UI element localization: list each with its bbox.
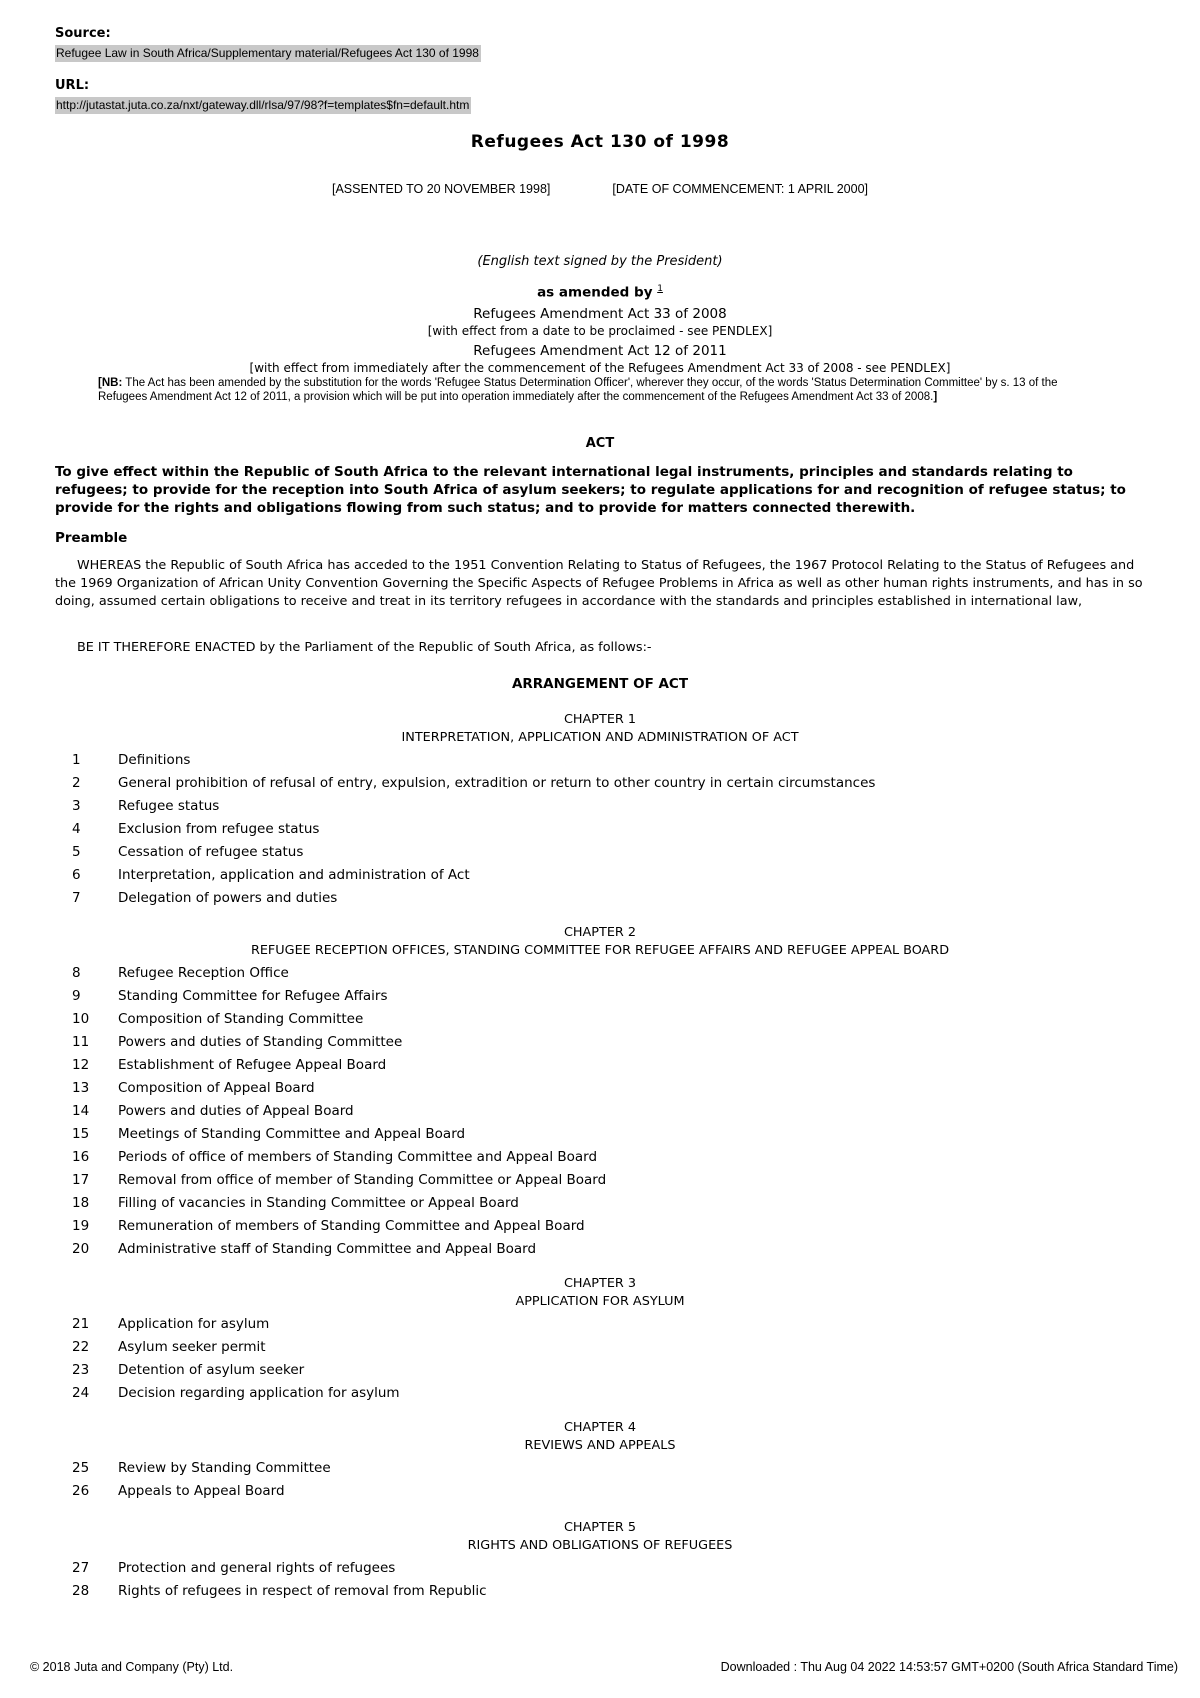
section-number: 20 (72, 1241, 90, 1257)
enacting-text (55, 639, 1147, 657)
act-heading: ACT (585, 436, 615, 451)
chapter-number: CHAPTER 1 (563, 712, 637, 727)
section-number: 3 (72, 798, 81, 814)
amendment-note: [with effect from a date to be proclaimed - see PENDLEX] (427, 324, 773, 338)
section-title: Refugee Reception Office (118, 965, 289, 981)
long-title: To give effect within the Republic of South Africa to the relevant international legal instruments, principles and standards relating to refugees; to provide for the reception into South Africa of asylum seekers; to regulate applications for and recognition of refugee status; to provide for the rights and obligations flowing from such status; and to provide for matters connected therewith. (55, 464, 1126, 516)
amendment-act: Refugees Amendment Act 12 of 2011 (473, 343, 727, 359)
section-number: 6 (72, 867, 81, 883)
section-title: Interpretation, application and administration of Act (118, 867, 470, 883)
section-title: Filling of vacancies in Standing Committee or Appeal Board (118, 1195, 519, 1211)
section-number: 17 (72, 1172, 90, 1188)
amended-by-heading (0, 284, 1200, 301)
enacting-body: BE IT THEREFORE ENACTED by the Parliament of the Republic of South Africa, as follows:- (77, 640, 652, 655)
source-label: Source: (55, 26, 111, 41)
section-title: Review by Standing Committee (118, 1460, 331, 1476)
section-title: Appeals to Appeal Board (118, 1483, 285, 1499)
section-number: 5 (72, 844, 81, 860)
section-title: Powers and duties of Appeal Board (118, 1103, 354, 1119)
amended-by-text: as amended by (537, 284, 653, 301)
section-title: Decision regarding application for asylum (118, 1385, 400, 1401)
section-number: 8 (72, 965, 81, 981)
section-number: 13 (72, 1080, 90, 1096)
chapter-number: CHAPTER 4 (563, 1420, 637, 1435)
nb-note (98, 376, 1078, 404)
preamble-heading: Preamble (55, 530, 128, 546)
nb-open-bracket: [ (98, 377, 102, 389)
chapter-title: REVIEWS AND APPEALS (524, 1438, 676, 1453)
toc-item[interactable] (72, 1483, 1132, 1503)
section-title: Standing Committee for Refugee Affairs (118, 988, 388, 1004)
section-number: 2 (72, 775, 81, 791)
section-number: 22 (72, 1339, 90, 1355)
section-title: Meetings of Standing Committee and Appeal Board (118, 1126, 466, 1142)
section-number: 21 (72, 1316, 90, 1332)
section-number: 23 (72, 1362, 90, 1378)
chapter-number: CHAPTER 5 (563, 1520, 637, 1535)
section-number: 12 (72, 1057, 90, 1073)
toc-item[interactable] (72, 798, 1132, 818)
amendment-note: [with effect from immediately after the commencement of the Refugees Amendment Act 33 of 2008 - see PENDLEX] (249, 361, 951, 375)
section-number: 9 (72, 988, 81, 1004)
footer-copyright: © 2018 Juta and Company (Pty) Ltd. (30, 1660, 234, 1674)
page-title: Refugees Act 130 of 1998 (470, 132, 730, 152)
section-number: 28 (72, 1583, 90, 1599)
section-number: 1 (72, 752, 81, 768)
section-title: Exclusion from refugee status (118, 821, 320, 837)
section-title: Composition of Standing Committee (118, 1011, 364, 1027)
toc-item[interactable] (72, 1385, 1132, 1405)
section-title: Asylum seeker permit (118, 1339, 266, 1355)
nb-label: NB: (101, 377, 123, 389)
section-number: 15 (72, 1126, 90, 1142)
section-title: Administrative staff of Standing Committee and Appeal Board (118, 1241, 537, 1257)
section-title: Powers and duties of Standing Committee (118, 1034, 403, 1050)
section-number: 27 (72, 1560, 90, 1576)
section-number: 26 (72, 1483, 90, 1499)
chapter-title: RIGHTS AND OBLIGATIONS OF REFUGEES (467, 1538, 733, 1553)
preamble-text (55, 557, 1147, 611)
section-number: 25 (72, 1460, 90, 1476)
toc-item[interactable] (72, 821, 1132, 841)
toc-item[interactable] (72, 867, 1132, 887)
section-number: 19 (72, 1218, 90, 1234)
toc-item[interactable] (72, 1583, 1132, 1603)
section-title: Definitions (118, 752, 191, 768)
section-title: Delegation of powers and duties (118, 890, 338, 906)
toc-item[interactable] (72, 1241, 1132, 1261)
nb-close-bracket: ] (933, 391, 938, 403)
signed-note: (English text signed by the President) (477, 254, 723, 269)
chapter-title: REFUGEE RECEPTION OFFICES, STANDING COMMITTEE FOR REFUGEE AFFAIRS AND REFUGEE APPEAL BOARD (250, 943, 950, 958)
chapter-number: CHAPTER 2 (563, 925, 637, 940)
toc-item[interactable] (72, 1560, 1132, 1580)
toc-item[interactable] (72, 775, 1132, 795)
preamble-body: WHEREAS the Republic of South Africa has acceded to the 1951 Convention Relating to Status of Refugees, the 1967 Protocol Relating to the Status of Refugees and the 1969 Organization of African Unity Convention Governing the Specific Aspects of Refugee Problems in Africa as well as other human rights instruments, and has in so doing, assumed certain obligations to receive and treat in its territory refugees in accordance with the standards and principles established in international law, (55, 558, 1143, 609)
section-title: Removal from office of member of Standing Committee or Appeal Board (118, 1172, 607, 1188)
chapter-number: CHAPTER 3 (563, 1276, 637, 1291)
section-number: 16 (72, 1149, 90, 1165)
section-number: 10 (72, 1011, 90, 1027)
section-title: Rights of refugees in respect of removal from Republic (118, 1583, 487, 1599)
toc-item[interactable] (72, 1195, 1132, 1215)
toc-item[interactable] (72, 1149, 1132, 1169)
url-value[interactable]: http://jutastat.juta.co.za/nxt/gateway.dll/rlsa/97/98?f=templates$fn=default.htm (56, 98, 470, 112)
section-number: 24 (72, 1385, 90, 1401)
toc-item[interactable] (72, 1362, 1132, 1382)
chapter-title: APPLICATION FOR ASYLUM (515, 1294, 685, 1309)
section-title: Application for asylum (118, 1316, 270, 1332)
toc-item[interactable] (72, 1080, 1132, 1100)
toc-item[interactable] (72, 1126, 1132, 1146)
section-number: 18 (72, 1195, 90, 1211)
url-label: URL: (55, 78, 90, 93)
amendment-act: Refugees Amendment Act 33 of 2008 (473, 306, 727, 322)
section-title: Composition of Appeal Board (118, 1080, 315, 1096)
section-title: General prohibition of refusal of entry, expulsion, extradition or return to other country in certain circumstances (118, 775, 876, 791)
nb-text: The Act has been amended by the substitution for the words 'Refugee Status Determination Officer', wherever they occur, of the words 'Status Determination Committee' by s. 13 of the Refugees Amendment Act 12 of 2011, a provision which will be put into operation immediately after the commencement of the Refugees Amendment Act 33 of 2008. (98, 377, 1058, 403)
toc-item[interactable] (72, 1316, 1132, 1336)
toc-item[interactable] (72, 1218, 1132, 1238)
section-number: 4 (72, 821, 81, 837)
toc-item[interactable] (72, 1103, 1132, 1123)
chapter-title: INTERPRETATION, APPLICATION AND ADMINISTRATION OF ACT (401, 730, 799, 745)
toc-item[interactable] (72, 1011, 1132, 1031)
assent-date: [ASSENTED TO 20 NOVEMBER 1998] (332, 182, 551, 196)
toc-item[interactable] (72, 890, 1132, 910)
arrangement-heading: ARRANGEMENT OF ACT (511, 676, 689, 692)
section-number: 11 (72, 1034, 90, 1050)
section-title: Cessation of refugee status (118, 844, 304, 860)
footnote-link[interactable]: 1 (657, 284, 663, 294)
toc-item[interactable] (72, 965, 1132, 985)
toc-item[interactable] (72, 1172, 1132, 1192)
section-title: Refugee status (118, 798, 220, 814)
toc-item[interactable] (72, 1339, 1132, 1359)
dates-line (0, 182, 1200, 196)
section-number: 7 (72, 890, 81, 906)
toc-item[interactable] (72, 1460, 1132, 1480)
toc-item[interactable] (72, 752, 1132, 772)
source-value: Refugee Law in South Africa/Supplementary material/Refugees Act 130 of 1998 (56, 46, 479, 60)
section-title: Periods of office of members of Standing Committee and Appeal Board (118, 1149, 598, 1165)
commencement-date: [DATE OF COMMENCEMENT: 1 APRIL 2000] (612, 182, 868, 196)
toc-item[interactable] (72, 988, 1132, 1008)
section-title: Remuneration of members of Standing Committee and Appeal Board (118, 1218, 585, 1234)
toc-item[interactable] (72, 844, 1132, 864)
footer-download-stamp: Downloaded : Thu Aug 04 2022 14:53:57 GMT+0200 (South Africa Standard Time) (720, 1660, 1178, 1674)
toc-item[interactable] (72, 1034, 1132, 1054)
toc-item[interactable] (72, 1057, 1132, 1077)
section-title: Establishment of Refugee Appeal Board (118, 1057, 387, 1073)
section-number: 14 (72, 1103, 90, 1119)
section-title: Protection and general rights of refugees (118, 1560, 396, 1576)
section-title: Detention of asylum seeker (118, 1362, 305, 1378)
